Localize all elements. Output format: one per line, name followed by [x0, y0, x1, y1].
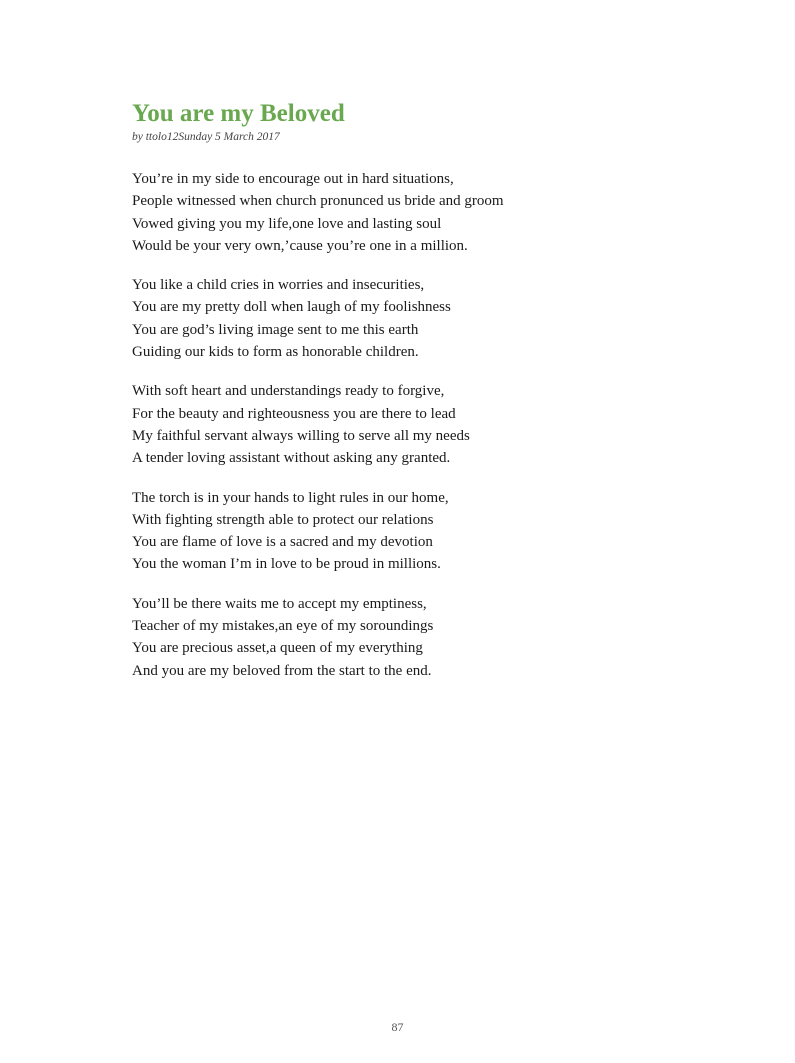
- poem-body: [132, 168, 692, 699]
- poem-line: For the beauty and righteousness you are there to lead: [132, 405, 456, 422]
- poem-line: The torch is in your hands to light rules in our home,: [132, 489, 449, 506]
- poem-line: Teacher of my mistakes,an eye of my soroundings: [132, 618, 434, 635]
- page-title: You are my Beloved: [132, 100, 345, 127]
- poem-line: A tender loving assistant without asking any granted.: [132, 450, 451, 467]
- poem-line: With fighting strength able to protect our relations: [132, 511, 434, 528]
- stanza-3: [132, 380, 692, 469]
- poem-line: Would be your very own,’cause you’re one in a million.: [132, 237, 468, 254]
- poem-line: My faithful servant always willing to serve all my needs: [132, 427, 470, 444]
- poem-line: You are my pretty doll when laugh of my foolishness: [132, 299, 451, 316]
- stanza-1: [132, 168, 692, 257]
- page-number: 87: [391, 1020, 404, 1034]
- poem-line: You are flame of love is a sacred and my devotion: [132, 534, 433, 551]
- poem-line: Guiding our kids to form as honorable children.: [132, 344, 419, 361]
- poem-line: You are god’s living image sent to me this earth: [132, 321, 419, 338]
- poem-line: With soft heart and understandings ready to forgive,: [132, 383, 445, 400]
- poem-line: You the woman I’m in love to be proud in millions.: [132, 556, 441, 573]
- poem-line: People witnessed when church pronunced us bride and groom: [132, 193, 504, 210]
- stanza-2: [132, 274, 692, 363]
- poem-line: You’ll be there waits me to accept my emptiness,: [132, 595, 427, 612]
- byline: by ttolo12Sunday 5 March 2017: [132, 131, 280, 143]
- stanza-4: [132, 487, 692, 576]
- poem-line: You are precious asset,a queen of my everything: [132, 640, 423, 657]
- poem-line: You like a child cries in worries and insecurities,: [132, 277, 425, 294]
- poem-line: You’re in my side to encourage out in hard situations,: [132, 171, 454, 187]
- poem-line: And you are my beloved from the start to the end.: [132, 662, 432, 679]
- stanza-5: [132, 593, 692, 682]
- poem-line: Vowed giving you my life,one love and lasting soul: [132, 215, 442, 232]
